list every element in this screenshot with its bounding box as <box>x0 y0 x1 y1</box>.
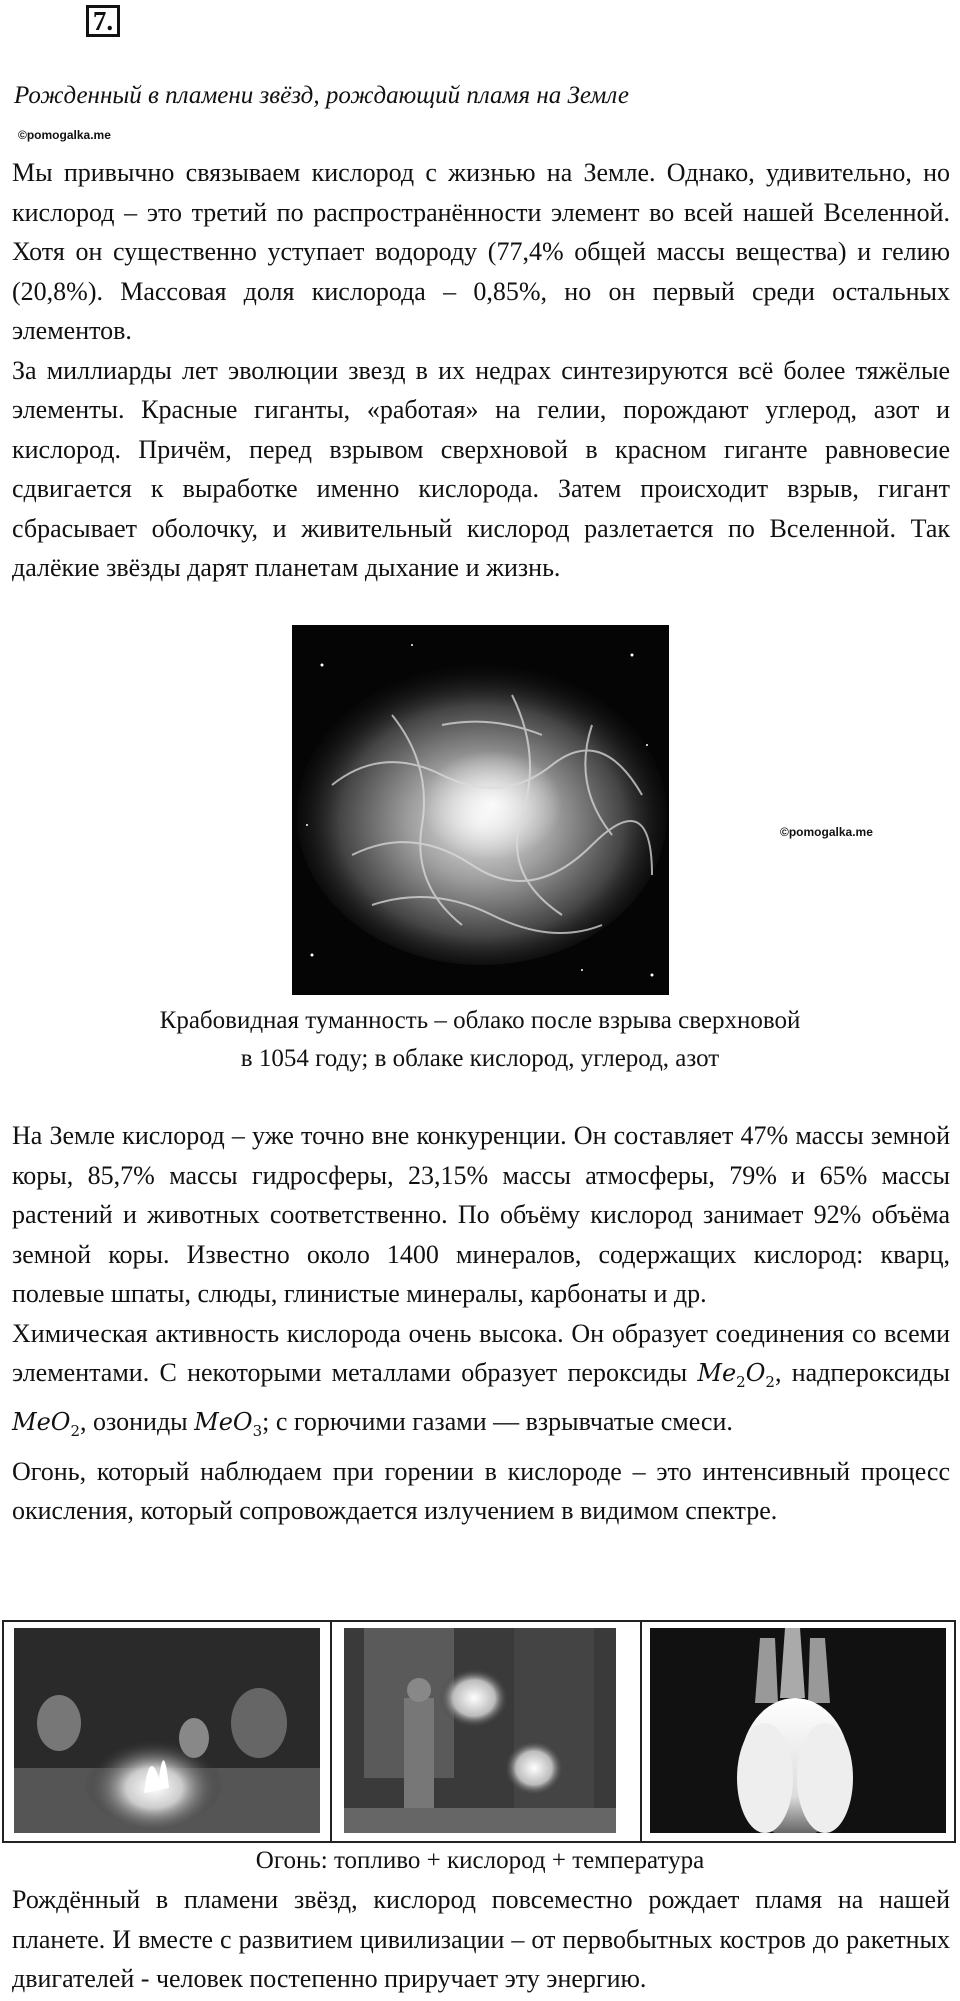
final-paragraph: Рождённый в пламени звёзд, кислород повсеместно рождает пламя на нашей планете. И вместе с развитием цивилизации – от первобытных костров до ракетных двигателей - человек постепенно приручает эту энергию. <box>12 1885 950 1993</box>
earth-paragraph: На Земле кислород – уже точно вне конкуренции. Он составляет 47% массы земной коры, 85,7% массы гидросферы, 23,15% массы атмосферы, 79% и 65% массы растений и животных соответственно. По объёму кислород занимает 92% объёма земной коры. Известно около 1400 минералов, содержащих кислород: кварц, полевые шпаты, слюды, глинистые минералы, карбонаты и др. <box>12 1121 950 1308</box>
superoxide-formula <box>12 1408 80 1441</box>
peroxide-base: Me <box>697 1359 737 1387</box>
peroxide-sub-2: 2 <box>765 1372 775 1391</box>
nebula-caption <box>0 1002 960 1078</box>
fire-paragraph: Огонь, который наблюдаем при горении в кислороде – это интенсивный процесс окисления, который сопровождается излучением в видимом спектре. <box>12 1456 950 1526</box>
photo-cell-rocket <box>640 1622 956 1841</box>
watermark-top: ©pomogalka.me <box>18 128 111 142</box>
photos-caption: Огонь: топливо + кислород + температура <box>255 1847 705 1874</box>
nebula-caption-line-2: в 1054 году; в облаке кислород, углерод, азот <box>240 1045 720 1072</box>
photos-caption-block <box>0 1842 960 1880</box>
ozonide-base: MeO <box>194 1408 253 1437</box>
body-text <box>12 1116 950 1531</box>
crab-nebula-image <box>292 625 669 995</box>
conclusion-text <box>12 1880 950 1999</box>
ozonide-formula <box>194 1408 263 1441</box>
fire-photos-strip <box>2 1620 956 1843</box>
campfire-photo <box>14 1628 320 1833</box>
rocket-launch-photo <box>650 1628 946 1833</box>
nebula-caption-line-1: Крабовидная туманность – облако после взрыва сверхновой <box>159 1007 801 1034</box>
intro-paragraph-2: За миллиарды лет эволюции звезд в их недрах синтезируются всё более тяжёлые элементы. Красные гиганты, «работая» на гелии, порождают углерод, азот и кислород. Причём, перед взрывом сверхновой в красном гиганте равновесие сдвигается к выработке именно кислорода. Затем происходит взрыв, гигант сбрасывает оболочку, и живительный кислород разлетается по Вселенной. Так далёкие звёзды дарят планетам дыхание и жизнь. <box>12 355 950 582</box>
peroxide-oxygen: O <box>745 1359 766 1387</box>
chem-text-1: Химическая активность кислорода очень высока. Он образует соединения со всеми элементами. С некоторыми металлами образует пероксиды <box>12 1318 950 1387</box>
article-subtitle: Рожденный в пламени звёзд, рождающий пламя на Земле <box>14 82 629 109</box>
superoxide-sub: 2 <box>70 1422 80 1441</box>
intro-text <box>12 153 950 588</box>
photo-cell-campfire <box>4 1622 332 1841</box>
task-number: 7. <box>86 5 120 37</box>
peroxide-formula <box>697 1359 775 1391</box>
chemistry-paragraph <box>12 1314 950 1452</box>
chem-text-4: ; с горючими газами — взрывчатые смеси. <box>262 1407 733 1437</box>
watermark-nebula: ©pomogalka.me <box>780 825 873 839</box>
peroxide-sub-1: 2 <box>736 1372 746 1391</box>
intro-paragraph-1: Мы привычно связываем кислород с жизнью на Земле. Однако, удивительно, но кислород – это третий по распространённости элемент во всей нашей Вселенной. Хотя он существенно уступает водороду (77,4% общей массы вещества) и гелию (20,8%). Массовая доля кислорода – 0,85%, но он первый среди остальных элементов. <box>12 158 950 345</box>
chem-text-2: , надпероксиды <box>774 1358 950 1387</box>
photo-cell-furnace <box>330 1622 642 1841</box>
chem-text-3: , озониды <box>80 1407 195 1437</box>
ozonide-sub: 3 <box>252 1422 263 1441</box>
superoxide-base: MeO <box>12 1408 71 1437</box>
furnace-worker-photo <box>344 1628 616 1833</box>
